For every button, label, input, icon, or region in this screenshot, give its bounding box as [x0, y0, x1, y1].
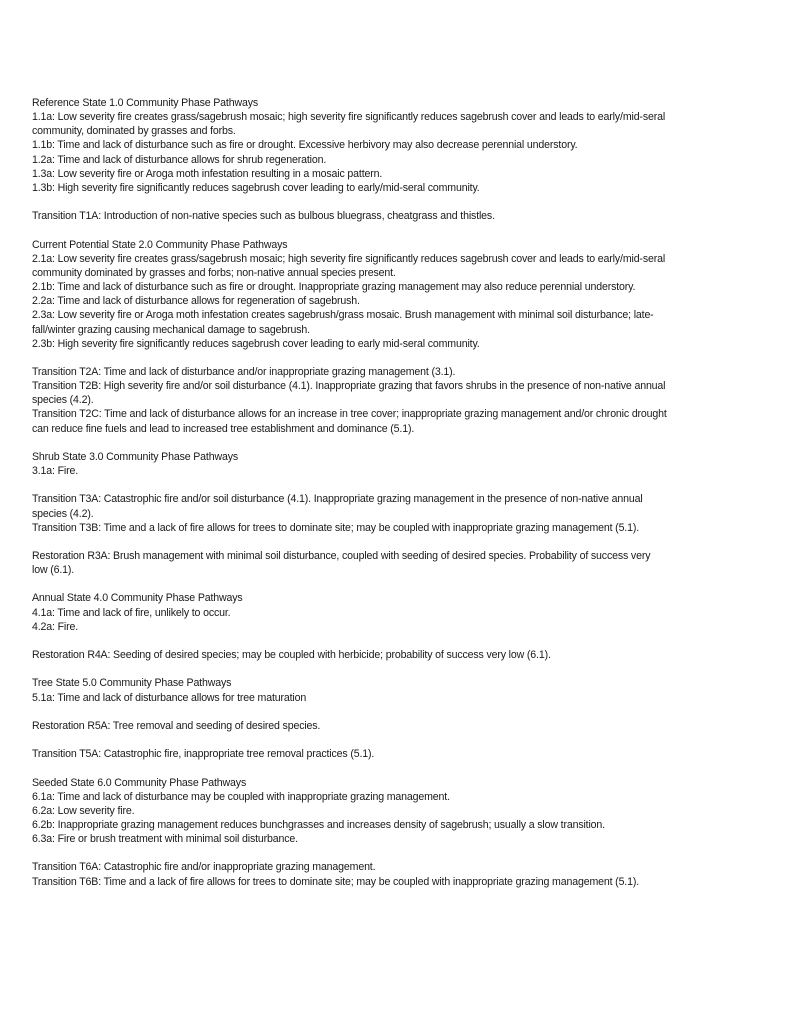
text-line: Transition T1A: Introduction of non-native species such as bulbous bluegrass, cheatgrass and thistles.	[32, 210, 495, 223]
text-line: Transition T3A: Catastrophic fire and/or soil disturbance (4.1). Inappropriate grazing management in the presence of non-native annual	[32, 493, 643, 506]
text-line: 6.3a: Fire or brush treatment with minimal soil disturbance.	[32, 833, 298, 846]
text-line: Transition T2C: Time and lack of disturbance allows for an increase in tree cover; inappropriate grazing management and/or chronic drought	[32, 408, 667, 421]
text-line: Seeded State 6.0 Community Phase Pathways	[32, 776, 247, 789]
text-line: species (4.2).	[32, 507, 94, 520]
text-line: 1.1b: Time and lack of disturbance such as fire or drought. Excessive herbivory may also decrease perennial understory.	[32, 139, 578, 152]
text-line: 1.3b: High severity fire significantly reduces sagebrush cover leading to early/mid-seral community.	[32, 181, 480, 194]
document-paragraph	[32, 860, 772, 888]
text-line: Tree State 5.0 Community Phase Pathways	[32, 677, 232, 690]
text-line: 6.2a: Low severity fire.	[32, 804, 135, 817]
text-line: 2.3a: Low severity fire or Aroga moth infestation creates sagebrush/grass mosaic. Brush management with minimal soil disturbance; late-	[32, 309, 654, 322]
text-line: community dominated by grasses and forbs; non-native annual species present.	[32, 266, 396, 279]
text-line: 2.3b: High severity fire significantly reduces sagebrush cover leading to early mid-seral community.	[32, 337, 480, 350]
text-line: 2.1b: Time and lack of disturbance such as fire or drought. Inappropriate grazing management may also reduce perennial understory.	[32, 281, 636, 294]
text-line: can reduce fine fuels and lead to increased tree establishment and dominance (5.1).	[32, 422, 415, 435]
document-paragraph	[32, 365, 772, 436]
text-line: Restoration R5A: Tree removal and seeding of desired species.	[32, 719, 321, 732]
document-paragraph	[32, 676, 772, 704]
text-line: 3.1a: Fire.	[32, 465, 79, 478]
document-paragraph	[32, 209, 772, 223]
document-paragraph	[32, 776, 772, 847]
text-line: Transition T6A: Catastrophic fire and/or inappropriate grazing management.	[32, 861, 376, 874]
text-line: 2.2a: Time and lack of disturbance allows for regeneration of sagebrush.	[32, 295, 360, 308]
text-line: Transition T3B: Time and a lack of fire allows for trees to dominate site; may be coupled with inappropriate grazing management (5.1).	[32, 521, 640, 534]
document-paragraph	[32, 492, 772, 534]
text-line: Transition T5A: Catastrophic fire, inappropriate tree removal practices (5.1).	[32, 748, 375, 761]
text-line: 6.1a: Time and lack of disturbance may be coupled with inappropriate grazing management.	[32, 790, 450, 803]
document-paragraph	[32, 96, 772, 195]
text-line: Transition T2B: High severity fire and/or soil disturbance (4.1). Inappropriate grazing that favors shrubs in the presence of non-native annual	[32, 380, 666, 393]
text-line: Reference State 1.0 Community Phase Pathways	[32, 97, 258, 109]
text-line: Annual State 4.0 Community Phase Pathways	[32, 592, 243, 605]
document-paragraph	[32, 719, 772, 733]
document-page	[32, 96, 772, 903]
text-line: 4.2a: Fire.	[32, 620, 79, 633]
text-line: 1.1a: Low severity fire creates grass/sagebrush mosaic; high severity fire significantly reduces sagebrush cover and leads to early/mid-seral	[32, 111, 666, 124]
text-line: Restoration R4A: Seeding of desired species; may be coupled with herbicide; probability of success very low (6.1).	[32, 649, 551, 662]
document-paragraph	[32, 549, 772, 577]
text-line: fall/winter grazing causing mechanical damage to sagebrush.	[32, 323, 310, 336]
document-paragraph	[32, 747, 772, 761]
text-line: 5.1a: Time and lack of disturbance allows for tree maturation	[32, 691, 307, 704]
text-line: Shrub State 3.0 Community Phase Pathways	[32, 450, 238, 463]
text-line: 1.3a: Low severity fire or Aroga moth infestation resulting in a mosaic pattern.	[32, 167, 383, 180]
text-line: community, dominated by grasses and forbs.	[32, 125, 236, 138]
document-paragraph	[32, 591, 772, 633]
text-line: 6.2b: Inappropriate grazing management reduces bunchgrasses and increases density of sagebrush; usually a slow transition.	[32, 818, 605, 831]
text-line: Restoration R3A: Brush management with minimal soil disturbance, coupled with seeding of desired species. Probability of success very	[32, 550, 651, 562]
text-line: 4.1a: Time and lack of fire, unlikely to occur.	[32, 606, 231, 619]
text-line: 1.2a: Time and lack of disturbance allows for shrub regeneration.	[32, 153, 327, 166]
text-line: Transition T6B: Time and a lack of fire allows for trees to dominate site; may be coupled with inappropriate grazing management (5.1).	[32, 875, 640, 888]
text-line: Transition T2A: Time and lack of disturbance and/or inappropriate grazing management (3.1).	[32, 365, 456, 378]
text-line: low (6.1).	[32, 564, 75, 577]
document-paragraph	[32, 450, 772, 478]
document-paragraph	[32, 648, 772, 662]
document-paragraph	[32, 238, 772, 351]
text-line: 2.1a: Low severity fire creates grass/sagebrush mosaic; high severity fire significantly reduces sagebrush cover and leads to early/mid-seral	[32, 252, 666, 265]
text-line: Current Potential State 2.0 Community Phase Pathways	[32, 238, 288, 251]
text-line: species (4.2).	[32, 394, 94, 407]
